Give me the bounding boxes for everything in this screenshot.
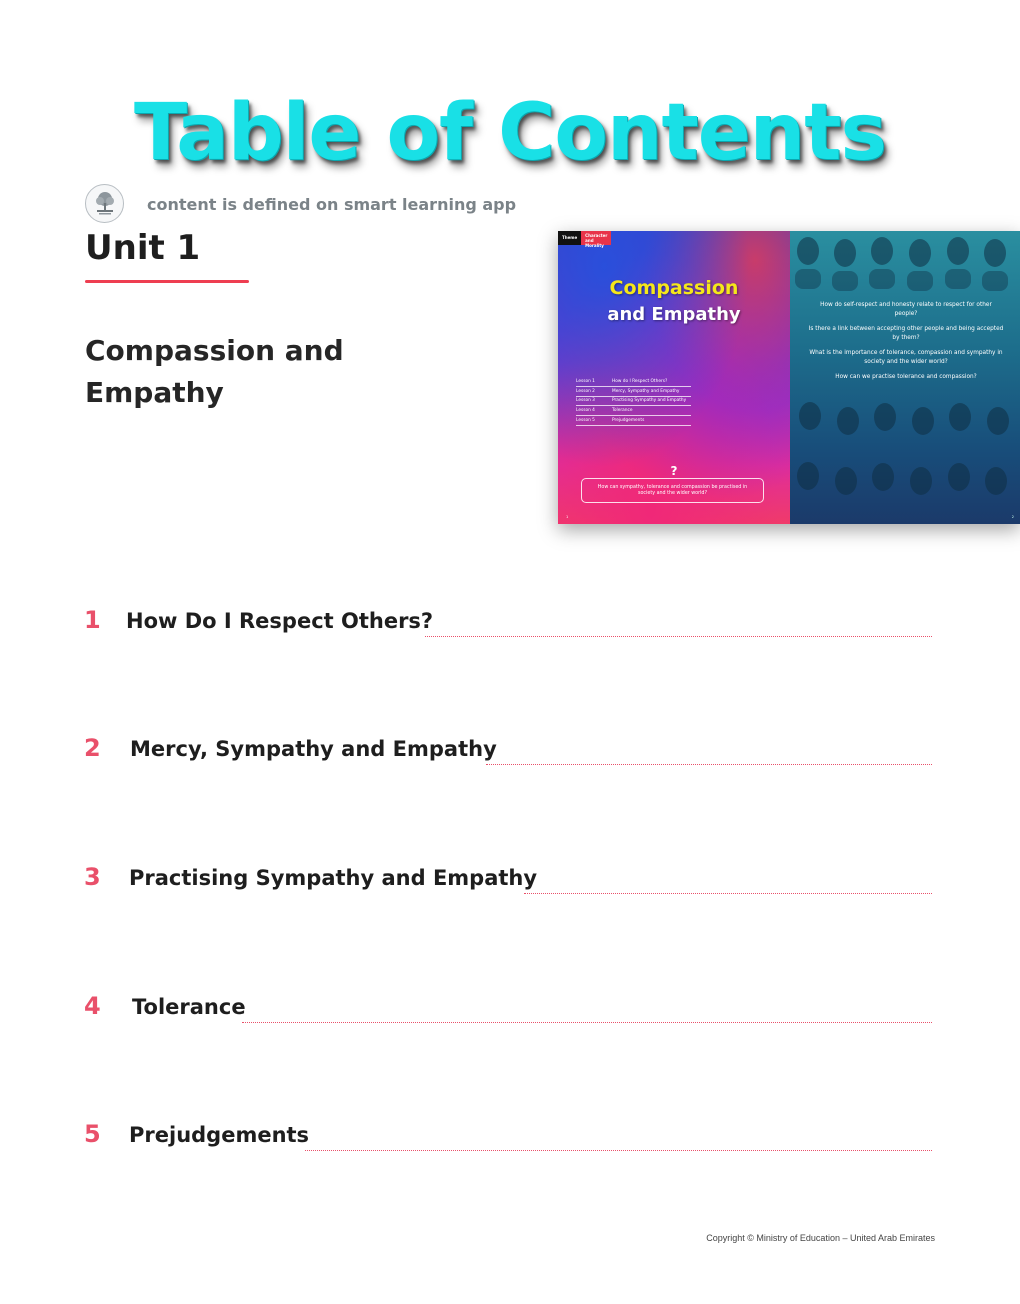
cover-page-number-left: 1	[566, 515, 569, 519]
unit-underline	[85, 280, 249, 283]
toc-title: Prejudgements	[129, 1123, 310, 1147]
toc-number: 2	[84, 734, 101, 762]
cover-theme-label: Theme	[558, 231, 581, 245]
cover-theme-name: Character and Morality	[581, 231, 611, 245]
tree-logo-icon	[85, 184, 124, 223]
toc-entry-4[interactable]	[84, 992, 932, 1026]
toc-entry-1[interactable]	[84, 606, 932, 640]
cover-left-page	[558, 231, 790, 524]
cover-lesson-num: Lesson 3	[576, 398, 595, 404]
cover-question: Is there a link between accepting other people and being accepted by them?	[808, 326, 1004, 341]
cover-lesson-row	[576, 397, 691, 407]
toc-title: Tolerance	[132, 995, 246, 1019]
cover-title-line1: Compassion	[609, 277, 739, 299]
toc-number: 4	[84, 992, 101, 1020]
cover-lesson-title: How do I Respect Others?	[612, 378, 668, 384]
toc-dot-leader	[425, 636, 932, 637]
cover-lesson-title: Prejudgements	[612, 418, 645, 424]
cover-page-number-right: 2	[1011, 515, 1014, 519]
toc-number: 5	[84, 1120, 101, 1148]
cover-lesson-row	[576, 416, 691, 426]
cover-question-list	[808, 301, 1004, 388]
cover-lesson-list	[576, 377, 691, 426]
cover-lesson-row	[576, 387, 691, 397]
toc-dot-leader	[242, 1022, 932, 1023]
cover-question: How do self-respect and honesty relate to respect for other people?	[820, 302, 992, 317]
cover-question: How can we practise tolerance and compassion?	[835, 374, 977, 380]
toc-dot-leader	[524, 893, 932, 894]
cover-lesson-row	[576, 406, 691, 416]
smart-learning-notice: content is defined on smart learning app	[147, 195, 517, 214]
toc-entry-5[interactable]	[84, 1120, 932, 1154]
cover-lesson-num: Lesson 1	[576, 378, 595, 384]
toc-dot-leader	[305, 1150, 932, 1151]
cover-lesson-num: Lesson 2	[576, 388, 595, 394]
toc-entry-2[interactable]	[84, 734, 932, 768]
cover-lesson-title: Mercy, Sympathy and Empathy	[612, 388, 680, 394]
copyright-notice: Copyright © Ministry of Education – United Arab Emirates	[706, 1233, 935, 1243]
cover-right-page	[790, 231, 1020, 524]
toc-number: 3	[84, 863, 101, 891]
cover-lesson-row	[576, 377, 691, 387]
question-mark-icon: ?	[670, 464, 678, 478]
cover-lesson-num: Lesson 4	[576, 408, 595, 414]
cover-question: What is the importance of tolerance, compassion and sympathy in society and the wider world?	[809, 350, 1003, 365]
toc-dot-leader	[486, 764, 932, 765]
page-title: Table of Contents	[134, 88, 886, 178]
unit-label: Unit 1	[85, 228, 201, 268]
cover-theme-tag	[558, 231, 611, 248]
cover-big-question: How can sympathy, tolerance and compassion be practised in society and the wider world?	[581, 478, 764, 503]
unit-name: Compassion and Empathy	[85, 334, 344, 409]
unit-cover-spread	[558, 231, 1020, 524]
cover-lesson-num: Lesson 5	[576, 418, 595, 424]
cover-lesson-title: Practising Sympathy and Empathy	[612, 398, 687, 404]
cover-lesson-title: Tolerance	[612, 408, 633, 414]
toc-number: 1	[84, 606, 101, 634]
toc-title: Practising Sympathy and Empathy	[129, 866, 538, 890]
toc-entry-3[interactable]	[84, 863, 932, 897]
cover-title-line2: and Empathy	[607, 304, 741, 325]
toc-title: How Do I Respect Others?	[126, 609, 434, 633]
toc-title: Mercy, Sympathy and Empathy	[130, 737, 497, 761]
